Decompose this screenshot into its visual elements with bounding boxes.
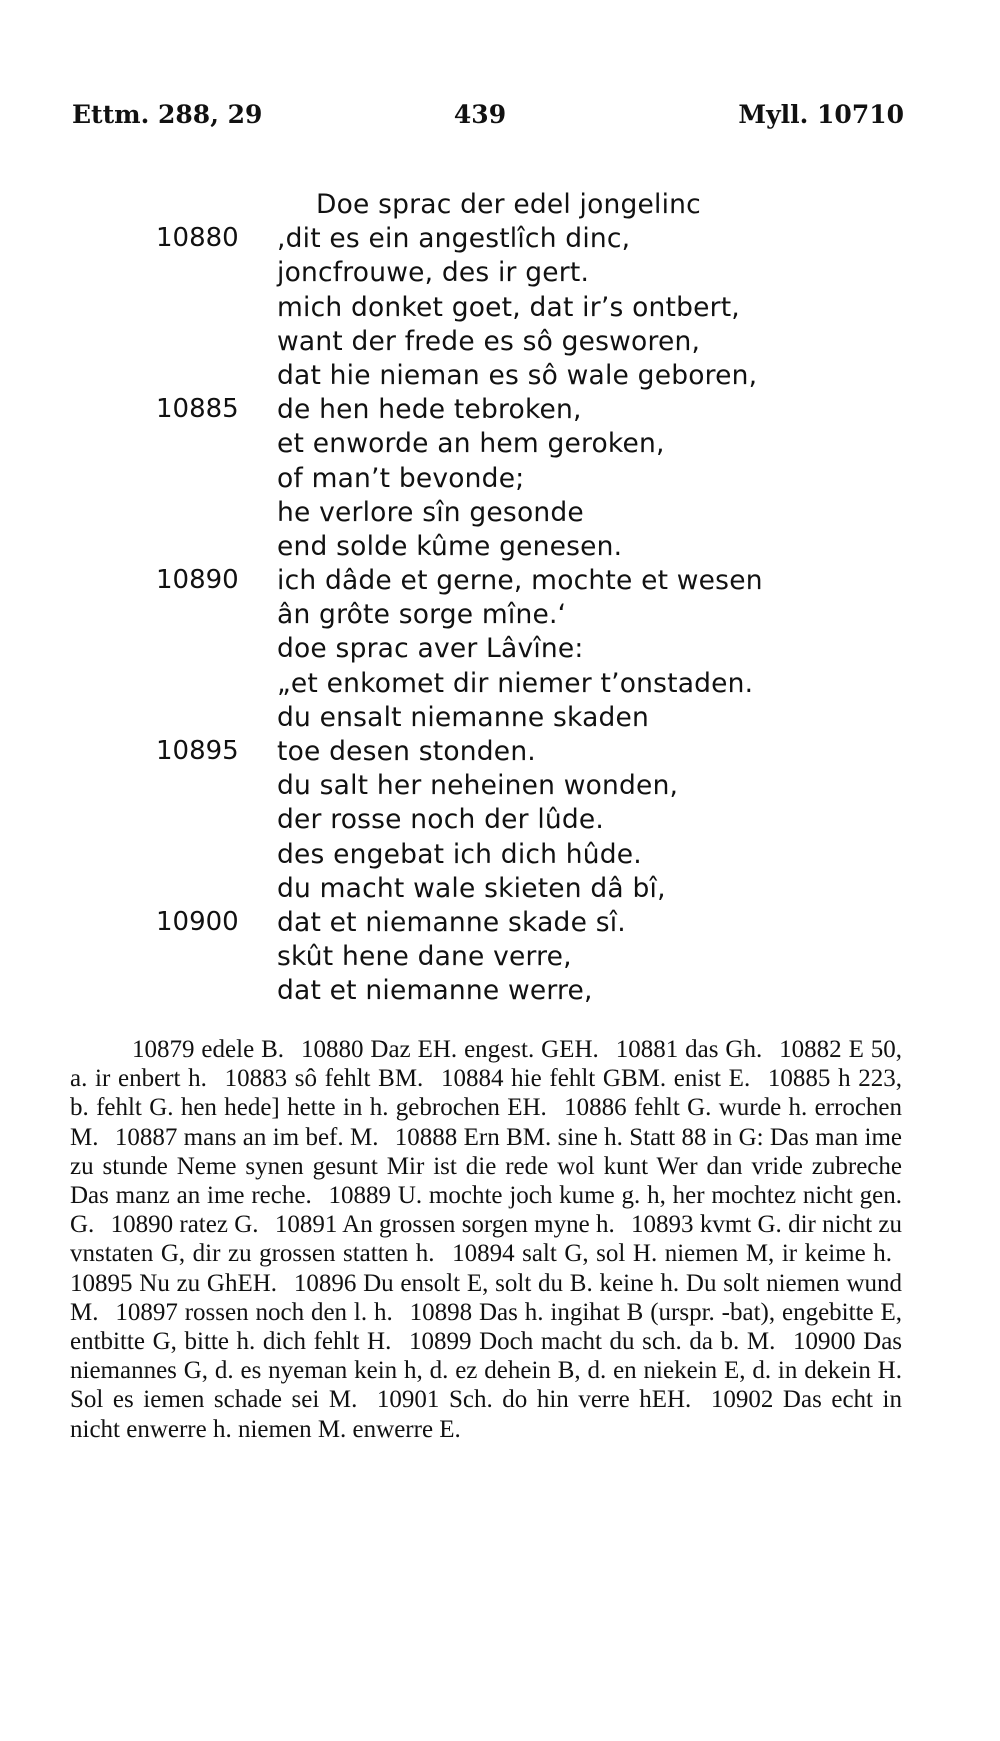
apparatus-note: 10879 edele B. xyxy=(132,1036,285,1063)
verse-line xyxy=(0,290,1000,324)
apparatus-note: 10881 das Gh. xyxy=(615,1036,763,1063)
verse-line xyxy=(0,631,1000,665)
verse-line-text: want der frede es sô gesworen, xyxy=(277,325,701,357)
verse-line xyxy=(0,461,1000,495)
apparatus-note: 10888 Ern BM. sine h. Statt 88 in G: Das man ime zu stunde Neme synen gesunt Mir ist die rede wol kunt Wer dan vride zubreche Das manz an ime reche. xyxy=(70,1123,903,1210)
verse-text xyxy=(0,187,1000,1008)
verse-line-text: doe sprac aver Lâvîne: xyxy=(277,633,584,665)
apparatus-note: 10897 rossen noch den l. h. xyxy=(115,1298,393,1326)
verse-line xyxy=(0,973,1000,1007)
verse-line-text: de hen hede tebroken, xyxy=(277,394,582,426)
verse-line xyxy=(0,666,1000,700)
apparatus-note: 10883 sô fehlt BM. xyxy=(224,1065,424,1093)
apparatus-note: 10880 Daz EH. engest. GEH. xyxy=(300,1036,599,1063)
verse-line-text: toe desen stonden. xyxy=(277,736,536,767)
verse-line xyxy=(0,255,1000,289)
verse-line-text: des engebat ich dich hûde. xyxy=(277,838,642,870)
verse-line xyxy=(0,939,1000,973)
verse-line xyxy=(0,597,1000,631)
apparatus-note: 10886 fehlt G. wurde h. errochen M. xyxy=(70,1094,903,1151)
verse-line-text: der rosse noch der lûde. xyxy=(277,804,605,836)
verse-line-text: du salt her neheinen wonden, xyxy=(277,770,679,802)
verse-line xyxy=(0,837,1000,871)
apparatus-note: 10882 E 50, a. ir enbert h. xyxy=(70,1036,903,1093)
verse-line-number: 10890 xyxy=(156,565,239,596)
header-right-reference: Myll. 10710 xyxy=(738,100,904,129)
verse-line-number: 10885 xyxy=(156,394,239,425)
verse-line xyxy=(0,392,1000,426)
apparatus-note: 10901 Sch. do hin verre hEH. xyxy=(376,1386,692,1414)
verse-line xyxy=(0,768,1000,802)
verse-line xyxy=(0,563,1000,597)
running-header xyxy=(0,100,1000,140)
verse-line-text: et enworde an hem geroken, xyxy=(277,428,665,460)
verse-line-text: dat et niemanne werre, xyxy=(277,975,593,1007)
verse-line-text: of man’t bevonde; xyxy=(277,462,525,494)
verse-line xyxy=(0,495,1000,529)
verse-line-text: ich dâde et gerne, mochte et wesen xyxy=(277,565,763,597)
verse-line-number: 10900 xyxy=(156,906,239,937)
verse-line-text: ,dit es ein angestlîch dinc, xyxy=(277,223,631,255)
verse-line xyxy=(0,324,1000,358)
verse-line-text: skût hene dane verre, xyxy=(277,941,572,973)
apparatus-note: 10894 salt G, sol H. niemen M, ir keime h. xyxy=(452,1240,893,1268)
header-left-reference: Ettm. 288, 29 xyxy=(72,100,263,129)
apparatus-note: 10890 ratez G. xyxy=(110,1211,259,1239)
verse-line xyxy=(0,426,1000,460)
verse-line-number: 10895 xyxy=(156,736,239,766)
critical-apparatus xyxy=(70,1035,902,1444)
verse-line-text: ân grôte sorge mîne.‘ xyxy=(277,599,567,631)
verse-line xyxy=(0,905,1000,939)
verse-line xyxy=(0,871,1000,905)
verse-line-text: mich donket goet, dat ir’s ontbert, xyxy=(277,291,740,323)
apparatus-note: 10893 kvmt G. dir nicht zu vnstaten G, dir zu grossen statten h. xyxy=(70,1211,902,1268)
verse-line-text: dat et niemanne skade sî. xyxy=(277,906,626,938)
apparatus-note: 10891 An grossen sorgen myne h. xyxy=(274,1211,615,1239)
verse-line-text: Doe sprac der edel jongelinc xyxy=(316,189,701,220)
verse-line xyxy=(0,221,1000,255)
apparatus-note: 10885 h 223, b. fehlt G. hen hede] hette in h. gebrochen EH. xyxy=(70,1065,903,1122)
apparatus-note: 10899 Doch macht du sch. da b. M. xyxy=(408,1328,776,1356)
page-number: 439 xyxy=(453,100,507,129)
verse-line xyxy=(0,734,1000,768)
verse-line xyxy=(0,700,1000,734)
apparatus-note: 10902 Das echt in nicht enwerre h. niemen M. enwerre E. xyxy=(70,1386,902,1443)
apparatus-note: 10889 U. mochte joch kume g. h, her mochtez nicht gen. G. xyxy=(70,1182,902,1239)
apparatus-note: 10900 Das niemannes G, d. es nyeman kein h, d. ez dehein B, d. en niekein E, d. in dekein H. Sol es iemen schade sei M. xyxy=(70,1328,903,1414)
apparatus-note: 10895 Nu zu GhEH. xyxy=(70,1269,278,1297)
verse-line-text: „et enkomet dir niemer t’onstaden. xyxy=(277,667,754,699)
verse-line xyxy=(0,802,1000,836)
verse-line-text: joncfrouwe, des ir gert. xyxy=(277,257,590,289)
verse-line-text: du macht wale skieten dâ bî, xyxy=(277,872,666,904)
verse-line xyxy=(0,187,1000,221)
verse-line-text: end solde kûme genesen. xyxy=(277,530,623,562)
apparatus-note: 10887 mans an im bef. M. xyxy=(114,1123,379,1151)
apparatus-note: 10884 hie fehlt GBM. enist E. xyxy=(441,1065,751,1093)
verse-line xyxy=(0,529,1000,563)
verse-line-text: dat hie nieman es sô wale geboren, xyxy=(277,359,758,391)
apparatus-note: 10898 Das h. ingihat B (urspr. -bat), engebitte E, entbitte G, bitte h. dich fehlt H. xyxy=(70,1298,903,1356)
verse-line xyxy=(0,358,1000,392)
apparatus-note: 10896 Du ensolt E, solt du B. keine h. Du solt niemen wund M. xyxy=(70,1269,902,1326)
verse-line-number: 10880 xyxy=(156,223,239,254)
verse-line-text: du ensalt niemanne skaden xyxy=(277,701,650,733)
verse-line-text: he verlore sîn gesonde xyxy=(277,496,584,528)
